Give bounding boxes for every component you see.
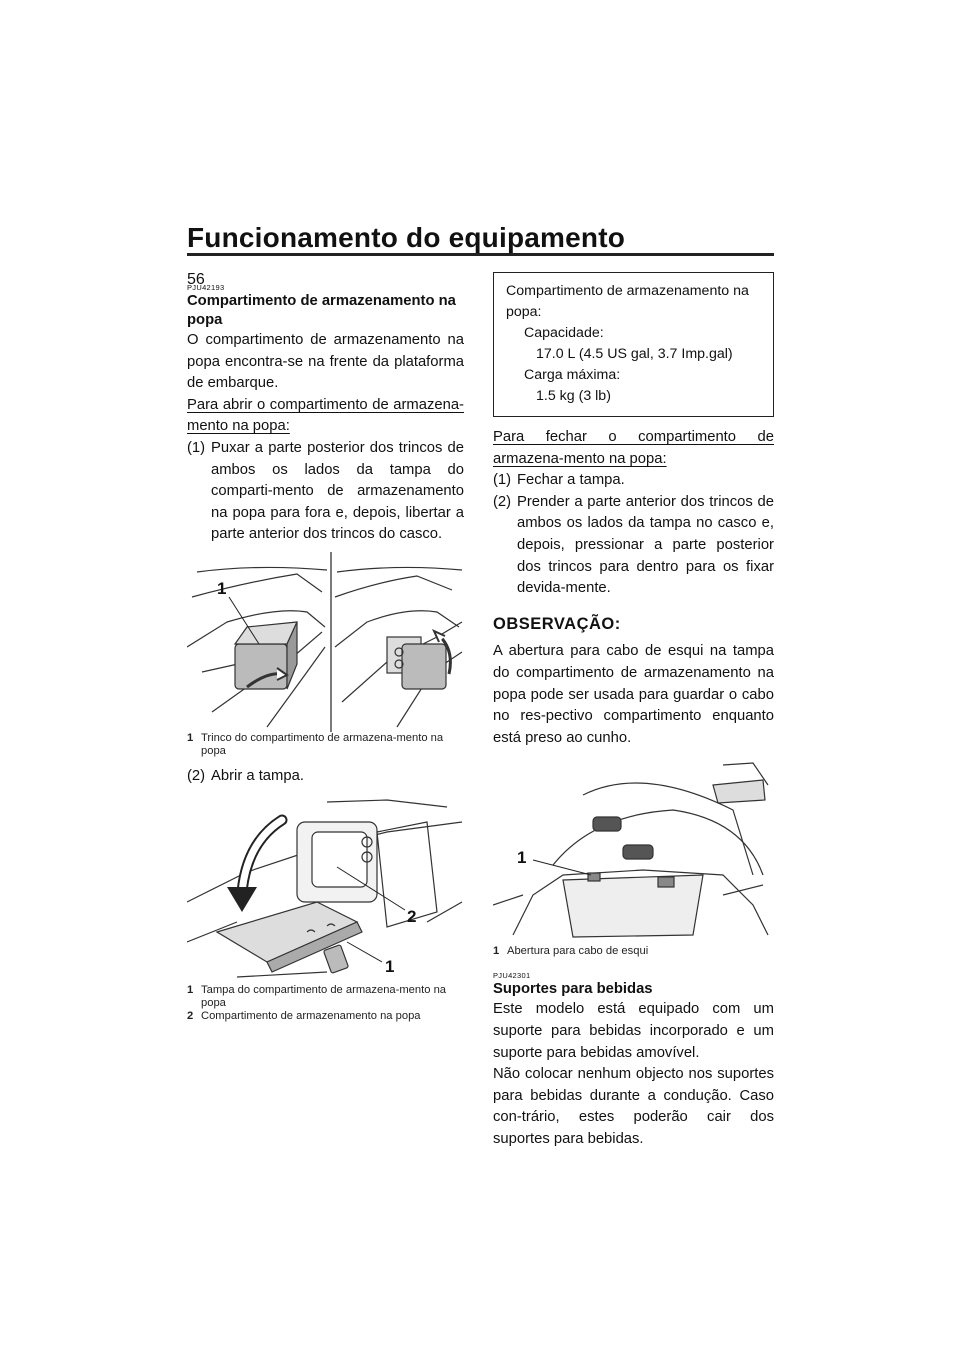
close-instructions-title: Para fechar o compartimento de armazena-mento na popa: [493,429,774,467]
step-number: (1) [187,439,206,456]
figure-caption [187,732,464,758]
figure-caption [187,984,464,1010]
step-text: Abrir a tampa. [211,767,304,784]
caption-text: Tampa do compartimento de armazena-mento na popa [201,983,447,1009]
step-number: (1) [493,472,512,489]
open-instructions-title: Para abrir o compartimento de armazena-mento na popa: [187,396,464,435]
step-number: (2) [493,493,512,510]
ski-rope-illustration [493,755,774,945]
caption-text: Compartimento de armazenamento na popa [201,1009,421,1022]
callout-1: 1 [217,578,227,598]
title-rule [187,253,774,256]
spec-capacity-value: 17.0 L (4.5 US gal, 3.7 Imp.gal) [536,346,733,362]
note-text: A abertura para cabo de esqui na tampa do compartimento de armazenamento na popa pode ser usada para guardar o cabo no res-pectivo compartimento enquanto está preso ao cunho. [493,643,774,746]
open-step-2 [187,766,464,788]
note-heading: OBSERVAÇÃO: [493,614,621,633]
figure-latch [187,552,464,758]
figure-lid-open [187,792,464,1023]
callout-1: 1 [385,956,395,976]
callout-2: 2 [407,906,417,926]
spec-capacity-label: Capacidade: [524,325,604,341]
section-code: PJU42193 [187,283,225,292]
page-title: Funcionamento do equipamento [187,222,626,253]
caption-number: 1 [187,983,194,996]
page-number: 56 [187,271,205,288]
step-text: Prender a parte anterior dos trincos de ambos os lados da tampa no casco e, depois, pressionar a parte posterior dos trincos para dentro para os fixar devida-mente. [517,493,774,597]
right-column [493,272,774,1150]
figure-caption [493,945,774,958]
cupholder-paragraph-2: Não colocar nenhum objecto nos suportes para bebidas durante a condução. Caso con-trário, estes poderão cair dos suportes para bebidas. [493,1066,774,1147]
figure-ski-rope [493,755,774,958]
spec-load-value: 1.5 kg (3 lb) [536,388,611,404]
open-step-1 [187,438,464,546]
section-heading: Compartimento de armazenamento na popa [187,293,456,328]
callout-1: 1 [517,848,527,868]
step-number: (2) [187,767,206,784]
caption-text: Abertura para cabo de esqui [507,945,649,958]
caption-number: 2 [187,1009,194,1022]
close-step-2 [493,492,774,600]
caption-number: 1 [187,731,194,744]
cupholder-paragraph-1: Este modelo está equipado com um suporte para bebidas incorporado e um suporte para bebidas amovível. [493,1001,774,1061]
caption-number: 1 [493,945,500,958]
close-step-1 [493,470,774,492]
step-text: Fechar a tampa. [517,472,625,489]
spec-title: Compartimento de armazenamento na popa: [506,283,749,320]
step-text: Puxar a parte posterior dos trincos de ambos os lados da tampa do comparti-mento de armazenamento na popa para fora e, depois, libertar a parte anterior dos trincos do casco. [211,439,464,543]
figure-caption [187,1010,464,1023]
intro-paragraph: O compartimento de armazenamento na popa encontra-se na frente da plataforma de embarque. [187,332,464,392]
spec-load-label: Carga máxima: [524,367,621,383]
caption-text: Trinco do compartimento de armazena-mento na popa [201,731,444,757]
section-heading: Suportes para bebidas [493,981,653,998]
left-column [187,272,464,1023]
open-lid-illustration [187,792,464,984]
spec-box [493,272,774,417]
latch-illustration [187,552,464,732]
section-code: PJU42301 [493,971,531,981]
